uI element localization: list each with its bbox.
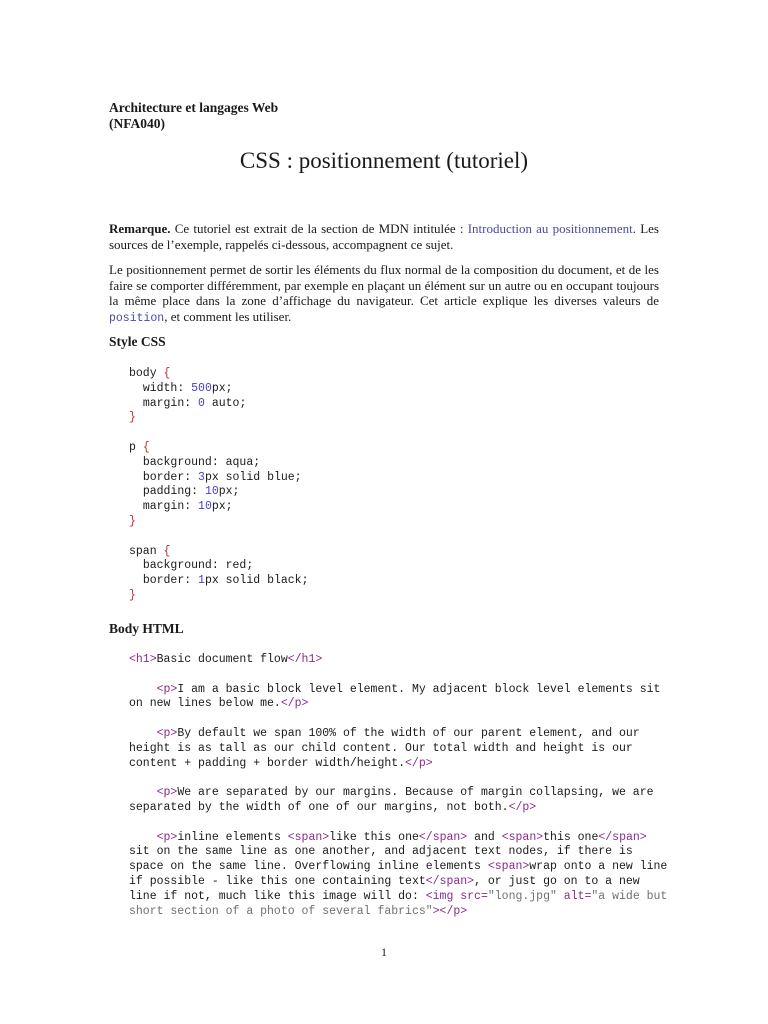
css-code-block: body { width: 500px; margin: 0 auto; } p { background: aqua; border: 3px solid blue; padding: 10px; margin: 10px; } span { background: red; border: 1px solid black; } (129, 367, 309, 602)
document-title: CSS : positionnement (tutoriel) (239, 148, 529, 173)
course-header (109, 100, 278, 132)
remark-label: Remarque. (109, 221, 171, 236)
remark-text-after: . Les sources de l’exemple, rappelés ci-dessous, accompagnent ce sujet. (109, 221, 659, 252)
position-link[interactable]: position (109, 311, 165, 325)
remark-paragraph (109, 221, 659, 252)
course-name: Architecture et langages Web (109, 100, 279, 115)
intro-text-before: Le positionnement permet de sortir les éléments du flux normal de la composition du document, et de les faire se comporter différemment, par exemple en plaçant un élément sur un autre ou en occupant toujours la même place dans la zone d’affichage du navigateur. Cet article explique les diverses valeurs de (109, 262, 659, 309)
remark-text-before: Ce tutoriel est extrait de la section de MDN intitulée : (170, 221, 468, 236)
page-number: 1 (381, 945, 387, 959)
intro-text-after: , et comment les utiliser. (164, 308, 292, 324)
html-code-block: <h1>Basic document flow</h1> <p>I am a basic block level element. My adjacent block level elements sit on new lines below me.</p> <p>By default we span 100% of the width of our parent element, and our height is as tall as our child content. Our total width and height is our content + padding + border width/height.</p> <p>We are separated by our margins. Because of margin collapsing, we are separated by the width of one of our margins, not both.</p> <p>inline elements <span>like this one</span> and <span>this one</span> sit on the same line as one another, and adjacent text nodes, if there is space on the same line. Overflowing inline elements <span>wrap onto a new line if possible - like this one containing text</span>, or just go on to a new line if not, much like this image will do: <img src="long.jpg" alt="a wide but short section of a photo of several fabrics"></p> (129, 653, 668, 918)
intro-paragraph (109, 262, 659, 326)
section-heading-html: Body HTML (109, 621, 184, 636)
course-code: (NFA040) (109, 116, 165, 131)
mdn-link[interactable]: Introduction au positionnement (467, 221, 633, 236)
section-heading-css: Style CSS (109, 334, 166, 349)
